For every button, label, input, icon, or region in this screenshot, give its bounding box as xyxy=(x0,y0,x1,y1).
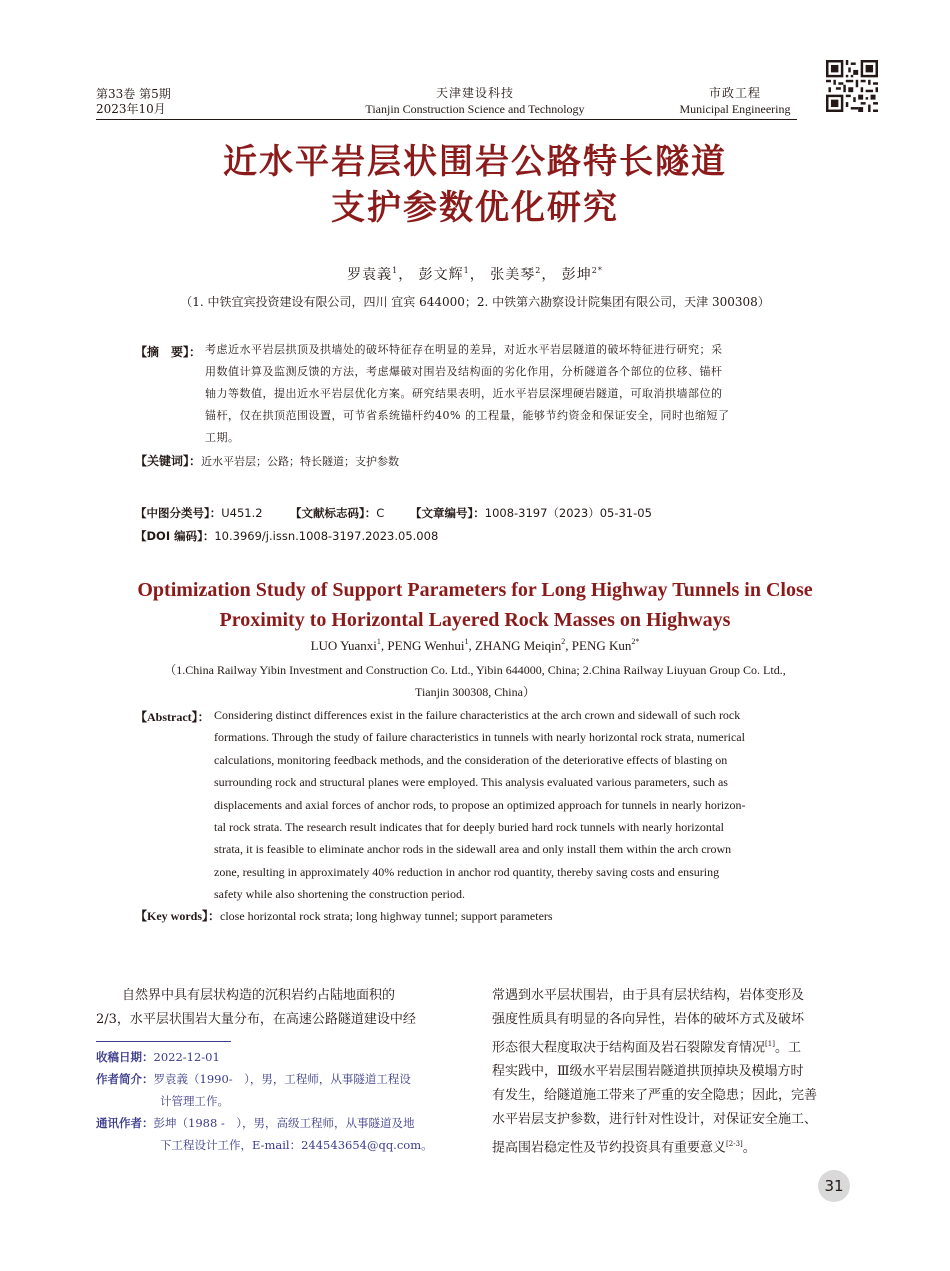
body-right-text-tail: 。工 xyxy=(774,1040,801,1056)
abstract-en-line: tal rock strata. The research result indicates that for deeply buried hard rock tunnels with nearly horizontal xyxy=(214,820,724,835)
abstract-en-line: strata, it is feasible to eliminate anchor rods in the sidewall area and only install them within the arch crown xyxy=(214,842,732,857)
author-en-sup: 2 xyxy=(561,637,566,646)
keywords-en xyxy=(135,907,553,924)
article-number-value: 1008-3197（2023）05-31-05 xyxy=(484,506,652,520)
body-right-text: 形态很大程度取决于结构面及岩石裂隙发育情况 xyxy=(492,1040,766,1056)
doi-value: 10.3969/j.issn.1008-3197.2023.05.008 xyxy=(214,529,439,543)
abstract-en-line: surrounding rock and structural planes were employed. This analysis evaluated various parameters, such as xyxy=(214,775,728,790)
abstract-cn-line: 考虑近水平岩层拱顶及拱墙处的破坏特征存在明显的差异，对近水平岩层隧道的破坏特征进行研究；采 xyxy=(205,343,723,356)
header-rule xyxy=(96,119,797,120)
title-en-line-1: Optimization Study of Support Parameters for Long Highway Tunnels in Close xyxy=(137,579,813,601)
title-cn-line-2: 支护参数优化研究 xyxy=(331,188,619,228)
bio-line: 罗袁義（1990- ），男，工程师，从事隧道工程设 xyxy=(153,1072,411,1086)
author-cn-sup: 2 xyxy=(535,266,542,275)
journal-title-en: Tianjin Construction Science and Technology xyxy=(365,102,585,116)
doc-code-value: C xyxy=(376,506,385,520)
received-value: 2022-12-01 xyxy=(153,1050,220,1064)
corresponding-author xyxy=(96,1112,466,1134)
body-right-line: 强度性质具有明显的各向异性，岩体的破坏方式及破坏 xyxy=(492,1012,805,1027)
corr-line: 彭坤（1988 - ），男，高级工程师，从事隧道及地 xyxy=(153,1116,415,1130)
author-en-sup: 1 xyxy=(376,637,381,646)
author-en: ZHANG Meiqin xyxy=(475,638,562,653)
bio-line: 计管理工作。 xyxy=(160,1094,229,1108)
section-title-cn: 市政工程 xyxy=(708,86,761,100)
author-cn-sup: 1 xyxy=(463,266,470,275)
abstract-en-line: zone, resulting in approximately 40% reduction in anchor rod quantity, thereby saving costs and ensuring xyxy=(214,864,720,879)
body-right-line xyxy=(492,1032,854,1060)
doi-row xyxy=(135,528,438,544)
body-left-line: 自然界中具有层状构造的沉积岩约占陆地面积的 xyxy=(122,988,396,1003)
author-bio xyxy=(96,1068,466,1090)
keywords-cn xyxy=(135,452,399,469)
author-en-sup: 1 xyxy=(464,637,469,646)
abstract-en-line: Considering distinct differences exist in the failure characteristics at the arch crown and sidewall of such rock xyxy=(214,708,741,722)
body-right-text-tail: 。 xyxy=(742,1140,756,1156)
abstract-en-line: safety while also shortening the construction period. xyxy=(214,887,465,902)
title-cn-line-1: 近水平岩层状围岩公路特长隧道 xyxy=(223,142,727,182)
bio-label: 作者简介： xyxy=(96,1072,154,1086)
author-en-sup: 2* xyxy=(631,637,640,646)
abstract-en-label: 【Abstract】： xyxy=(135,710,210,724)
keywords-cn-label: 【关键词】： xyxy=(135,454,202,468)
classification-row xyxy=(135,505,263,521)
section-title-en: Municipal Engineering xyxy=(679,102,791,116)
footnotes xyxy=(96,1046,466,1156)
clc-label: 【中图分类号】： xyxy=(135,506,222,520)
abstract-cn-body xyxy=(205,339,820,449)
body-left-line: 2/3，水平层状围岩大量分布，在高速公路隧道建设中经 xyxy=(96,1012,416,1027)
author-cn: 彭坤 xyxy=(561,267,592,283)
abstract-cn-line: 轴力等数值，提出近水平岩层优化方案。研究结果表明，近水平岩层深埋硬岩隧道，可取消拱墙部位的 xyxy=(205,387,723,400)
abstract-cn-line: 锚杆，仅在拱顶范围设置，可节省系统锚杆约40% 的工程量，能够节约资金和保证安全，同时也缩短了 xyxy=(205,409,730,422)
body-right-column xyxy=(492,984,854,1161)
article-number-label: 【文章编号】： xyxy=(410,506,485,520)
body-right-line: 程实践中，Ⅲ级水平岩层围岩隧道拱顶掉块及模塌方时 xyxy=(492,1064,804,1080)
issue-label: 第33卷 第5期 xyxy=(96,87,171,101)
author-en: PENG Wenhui xyxy=(387,638,465,653)
date-label: 2023年10月 xyxy=(96,102,166,116)
body-right-line: 水平岩层支护参数，进行针对性设计，对保证安全施工、 xyxy=(492,1112,818,1128)
title-en-line-2: Proximity to Horizontal Layered Rock Masses on Highways xyxy=(219,609,731,631)
affiliation-en xyxy=(130,659,820,703)
page-number: 31 xyxy=(818,1170,850,1202)
abstract-en-line: displacements and axial forces of anchor rods, to propose an optimized approach for tunnels in nearly horizon- xyxy=(214,797,746,812)
document-code-row xyxy=(290,505,384,521)
author-en: PENG Kun xyxy=(571,638,632,653)
corr-line: 下工程设计工作，E-mail：244543654@qq.com。 xyxy=(160,1138,433,1152)
abstract-cn-label: 【摘 要】： xyxy=(135,345,202,359)
body-right-line: 有发生，给隧道施工带来了严重的安全隐患；因此，完善 xyxy=(492,1088,818,1104)
abstract-cn-line: 用数值计算及监测反馈的方法，考虑爆破对围岩及结构面的劣化作用，分析隧道各个部位的位移、锚杆 xyxy=(205,365,723,378)
authors-cn: 罗袁義$^1$， 彭文辉$^1$， 张美琴$^2$， 彭坤$^{2*}$ xyxy=(347,266,603,283)
author-cn: 张美琴 xyxy=(490,267,536,283)
affiliation-en-line: （1.China Railway Yibin Investment and Construction Co. Ltd., Yibin 644000, China; 2.China Railway Liuyuan Group Co. Ltd., xyxy=(164,663,786,677)
citation-1: [1] xyxy=(765,1040,775,1048)
qr-code-icon xyxy=(826,60,878,112)
citation-2-3: [2-3] xyxy=(726,1140,743,1149)
corresponding-label: 通讯作者： xyxy=(96,1116,154,1130)
author-cn-sup: 1 xyxy=(392,266,399,275)
abstract-en-line: formations. Through the study of failure characteristics in tunnels with nearly horizontal rock strata, numerical xyxy=(214,730,745,745)
doc-code-label: 【文献标志码】： xyxy=(290,506,377,520)
body-left-column xyxy=(96,984,461,1032)
affiliation-en-line: Tianjin 300308, China） xyxy=(415,685,535,699)
article-number-row xyxy=(410,505,652,521)
footnote-rule xyxy=(96,1041,231,1042)
keywords-cn-text: 近水平岩层；公路；特长隧道；支护参数 xyxy=(201,455,400,468)
abstract-en-body xyxy=(214,704,809,906)
received-date xyxy=(96,1046,466,1068)
author-cn-sup: 2* xyxy=(591,266,603,275)
doi-label: 【DOI 编码】： xyxy=(135,529,215,543)
author-cn: 罗袁義 xyxy=(347,267,393,283)
abstract-en-line: calculations, monitoring feedback methods, and the consideration of the deteriorative effects of blasting on xyxy=(214,752,728,767)
body-right-line xyxy=(492,1132,854,1160)
keywords-en-label: 【Key words】： xyxy=(135,909,220,923)
author-cn: 彭文辉 xyxy=(418,267,464,283)
abstract-cn-line: 工期。 xyxy=(205,431,240,444)
clc-value: U451.2 xyxy=(221,506,263,520)
body-right-line: 常遇到水平层状围岩，由于具有层状结构，岩体变形及 xyxy=(492,988,805,1003)
journal-title-cn: 天津建设科技 xyxy=(435,86,514,100)
authors-en: LUO Yuanxi$^1$, PENG Wenhui$^1$, ZHANG Meiqin$^2$, PENG Kun$^{2*}$ xyxy=(310,637,640,653)
author-en: LUO Yuanxi xyxy=(310,638,377,653)
received-label: 收稿日期： xyxy=(96,1050,154,1064)
keywords-en-text: close horizontal rock strata; long highway tunnel; support parameters xyxy=(220,909,553,923)
body-right-text: 提高围岩稳定性及节约投资具有重要意义 xyxy=(492,1140,727,1156)
affiliation-cn: （1. 中铁宜宾投资建设有限公司，四川 宜宾 644000；2. 中铁第六勘察设计院集团有限公司，天津 300308） xyxy=(180,295,770,309)
